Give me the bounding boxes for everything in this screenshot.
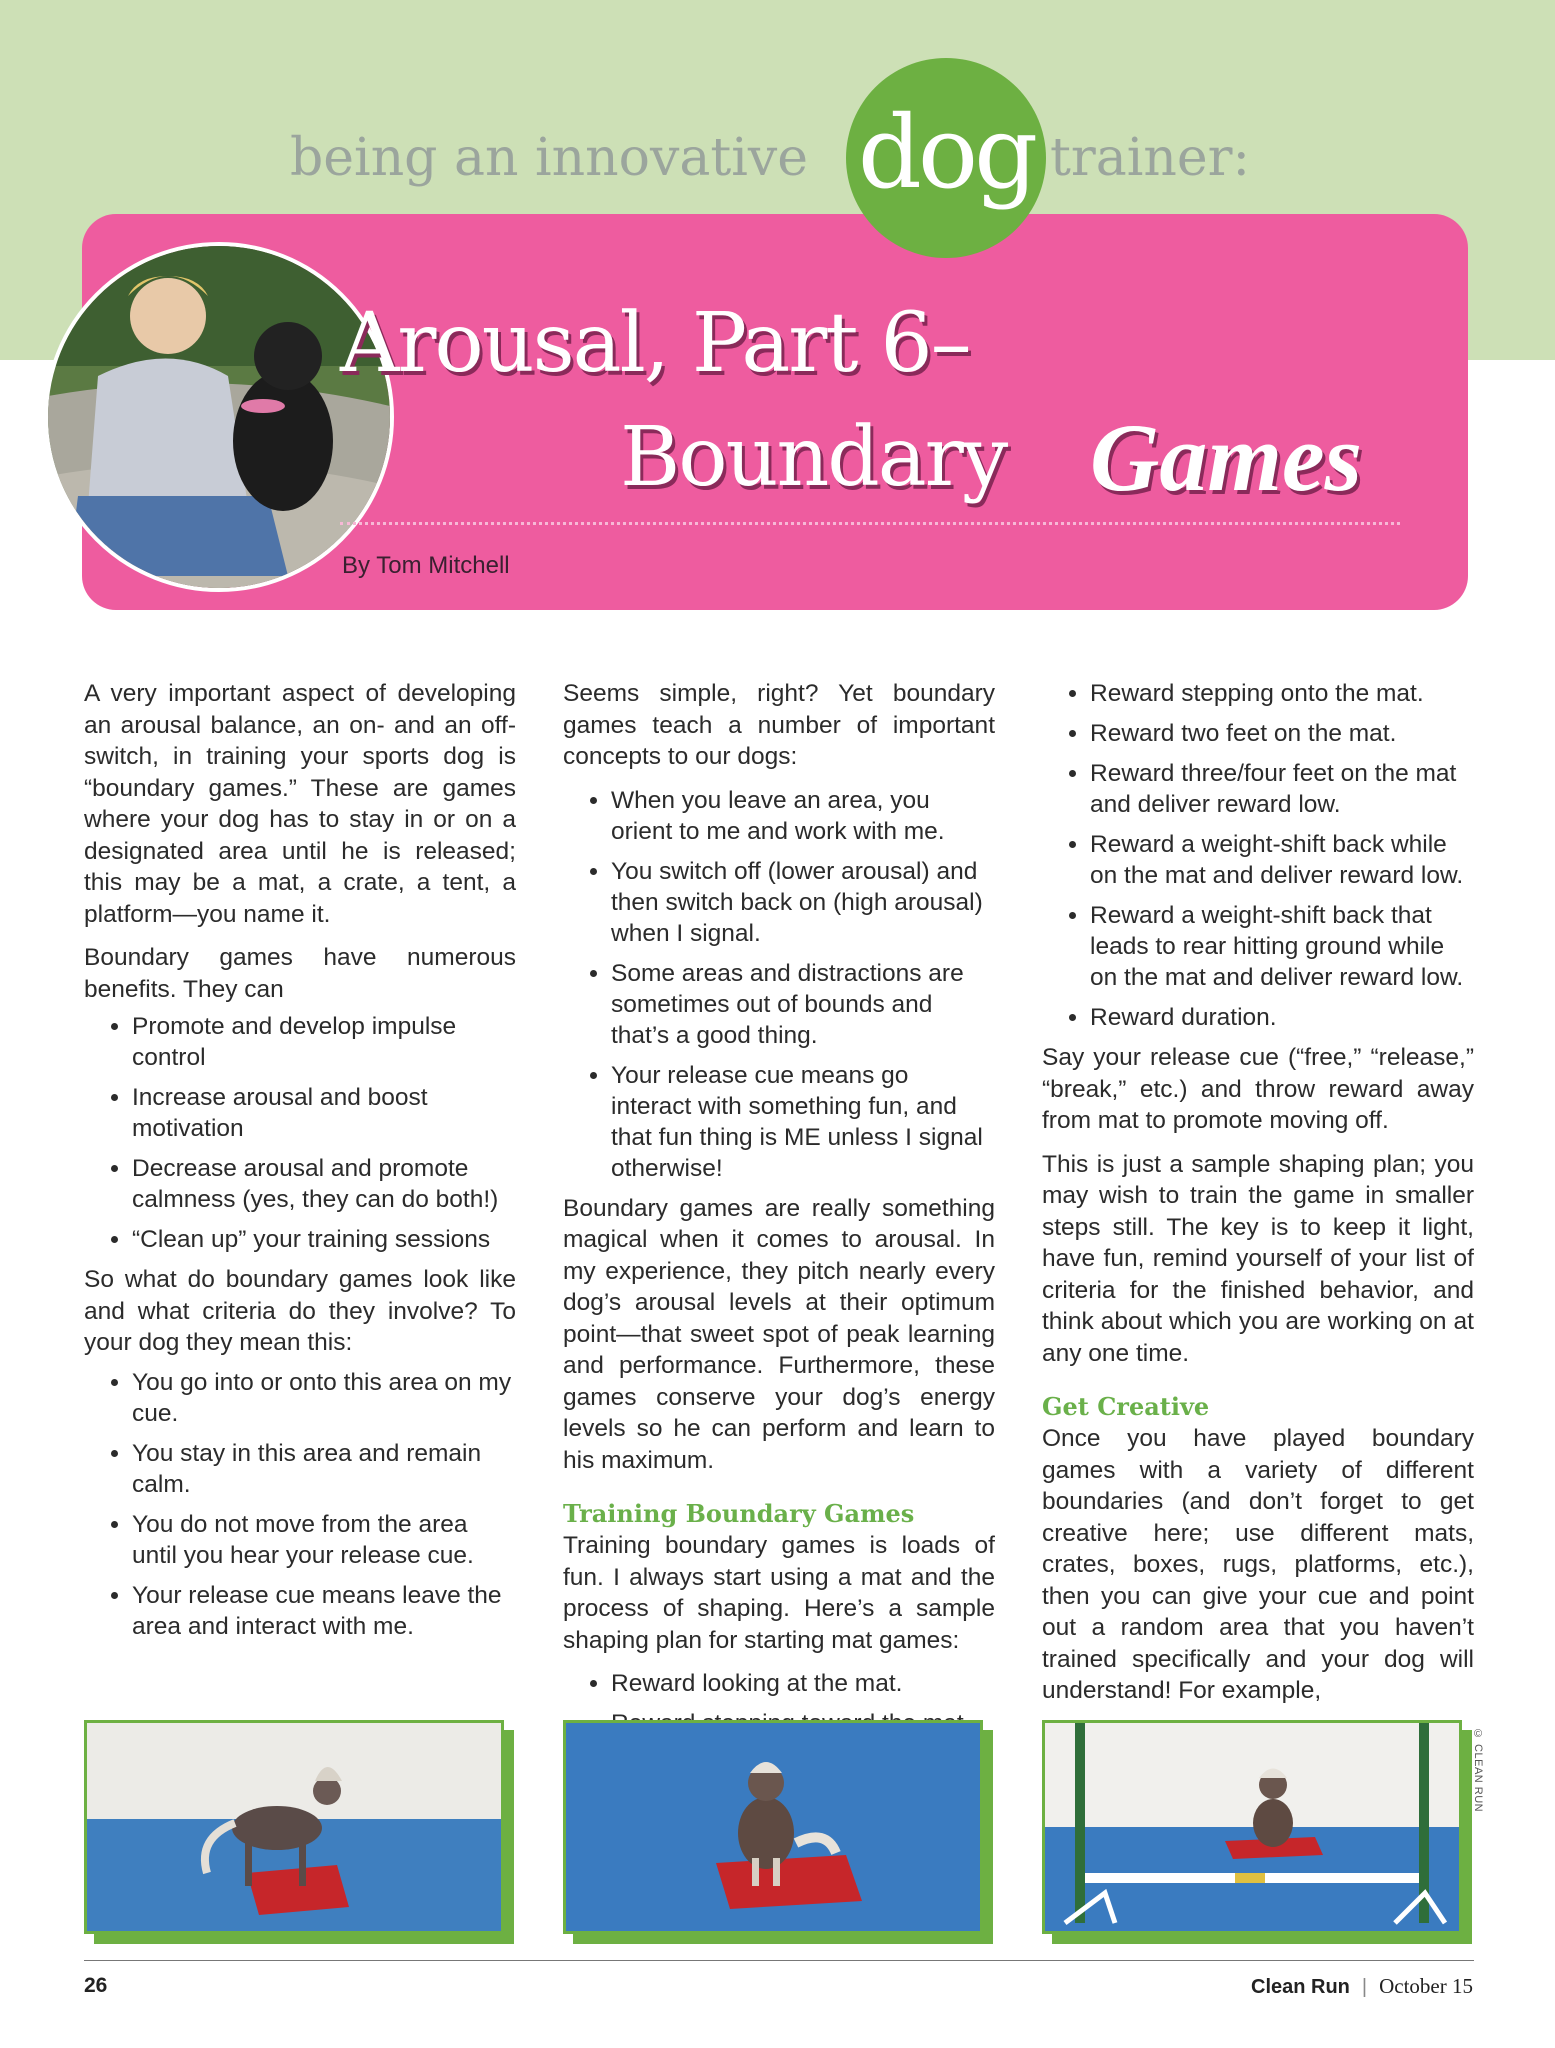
list-item: • Some areas and distractions are sometimes out of bounds and that’s a good thing.	[611, 958, 995, 1051]
list-item: • Reward a weight-shift back that leads to rear hitting ground while on the mat and deliver reward low.	[1090, 900, 1474, 993]
list-item: • Reward duration.	[1090, 1002, 1474, 1033]
list-item: • When you leave an area, you orient to me and work with me.	[611, 785, 995, 847]
article-column-2	[563, 678, 995, 1748]
paragraph: Once you have played boundary games with a variety of different boundaries (and don’t forget to get creative here; use different mats, crates, boxes, rugs, platforms, etc.), then you can give your cue and point out a random area that you haven’t trained specifically and your dog will understand! For example,	[1042, 1425, 1474, 1704]
paragraph: Training boundary games is loads of fun. I always start using a mat and the process of shaping. Here’s a sample shaping plan for starting mat games:	[563, 1532, 995, 1654]
photo-dog-behind-jump	[1042, 1720, 1462, 1934]
article-title-line1: Arousal, Part 6–	[340, 296, 970, 391]
article-column-3	[1042, 678, 1474, 1719]
shaping-plan-list-continued	[1042, 678, 1474, 1033]
list-item: • Reward three/four feet on the mat and deliver reward low.	[1090, 758, 1474, 820]
criteria-list	[84, 1367, 516, 1642]
footer-rule	[84, 1960, 1474, 1961]
author-photo	[44, 242, 394, 592]
title-divider	[340, 522, 1400, 525]
article-title-script: Games	[1090, 404, 1362, 511]
section-heading: Training Boundary Games	[563, 1499, 915, 1528]
article-column-1	[84, 678, 516, 1651]
list-item: • You stay in this area and remain calm.	[132, 1438, 516, 1500]
photo-credit: © CLEAN RUN	[1472, 1728, 1484, 1813]
concepts-list	[563, 785, 995, 1184]
byline: By Tom Mitchell	[342, 552, 510, 579]
list-item: • Reward two feet on the mat.	[1090, 718, 1474, 749]
paragraph: A very important aspect of developing an arousal balance, an on- and an off-switch, in training your sports dog is “boundary games.” These are games where your dog has to stay in or on a designated area until he is released; this may be a mat, a crate, a tent, a platform—you name it.	[84, 680, 516, 928]
section-heading: Get Creative	[1042, 1392, 1210, 1421]
list-item: • “Clean up” your training sessions	[132, 1224, 516, 1255]
list-item: • Increase arousal and boost motivation	[132, 1082, 516, 1144]
paragraph: Boundary games have numerous benefits. They can	[84, 944, 516, 1003]
issue-date: October 15	[1379, 1974, 1473, 1998]
list-item: • Your release cue means leave the area and interact with me.	[132, 1580, 516, 1642]
list-item: • You switch off (lower arousal) and then switch back on (high arousal) when I signal.	[611, 856, 995, 949]
list-item: • Reward a weight-shift back while on the mat and deliver reward low.	[1090, 829, 1474, 891]
paragraph: This is just a sample shaping plan; you may wish to train the game in smaller steps still. The key is to keep it light, have fun, remind yourself of your list of criteria for the finished behavior, and think about which you are working on at any one time.	[1042, 1150, 1474, 1367]
footer-publication	[1251, 1974, 1473, 1999]
page-number: 26	[84, 1974, 108, 1997]
benefits-list	[84, 1011, 516, 1255]
series-dog-word: dog	[857, 93, 1035, 211]
list-item: • Your release cue means go interact with something fun, and that fun thing is ME unless I signal otherwise!	[611, 1060, 995, 1184]
article-title-line2: Boundary	[620, 410, 1007, 505]
list-item: • You go into or onto this area on my cue.	[132, 1367, 516, 1429]
paragraph: So what do boundary games look like and what criteria do they involve? To your dog they mean this:	[84, 1266, 516, 1356]
series-title-end: trainer:	[1050, 128, 1251, 188]
author-with-poodle-image	[48, 246, 390, 588]
paragraph: Say your release cue (“free,” “release,” “break,” etc.) and throw reward away from mat to promote moving off.	[1042, 1044, 1474, 1134]
footer-separator: |	[1361, 1976, 1368, 1998]
list-item: • Reward looking at the mat.	[611, 1668, 995, 1699]
paragraph: Seems simple, right? Yet boundary games teach a number of important concepts to our dogs:	[563, 680, 995, 770]
list-item: • Reward stepping onto the mat.	[1090, 678, 1474, 709]
magazine-name: Clean Run	[1251, 1976, 1350, 1998]
series-dog-badge	[846, 58, 1046, 258]
list-item: • Promote and develop impulse control	[132, 1011, 516, 1073]
paragraph: Boundary games are really something magical when it comes to arousal. In my experience, they pitch nearly every dog’s arousal levels at their optimum point—that sweet spot of peak learning and performance. Furthermore, these games conserve your dog’s energy levels so he can perform and learn to his maximum.	[563, 1194, 995, 1474]
list-item: • You do not move from the area until you hear your release cue.	[132, 1509, 516, 1571]
series-title-start: being an innovative	[290, 128, 808, 188]
photo-dog-on-mat	[563, 1720, 983, 1934]
photo-dog-standing-by-mat	[84, 1720, 504, 1934]
list-item: • Decrease arousal and promote calmness (yes, they can do both!)	[132, 1153, 516, 1215]
